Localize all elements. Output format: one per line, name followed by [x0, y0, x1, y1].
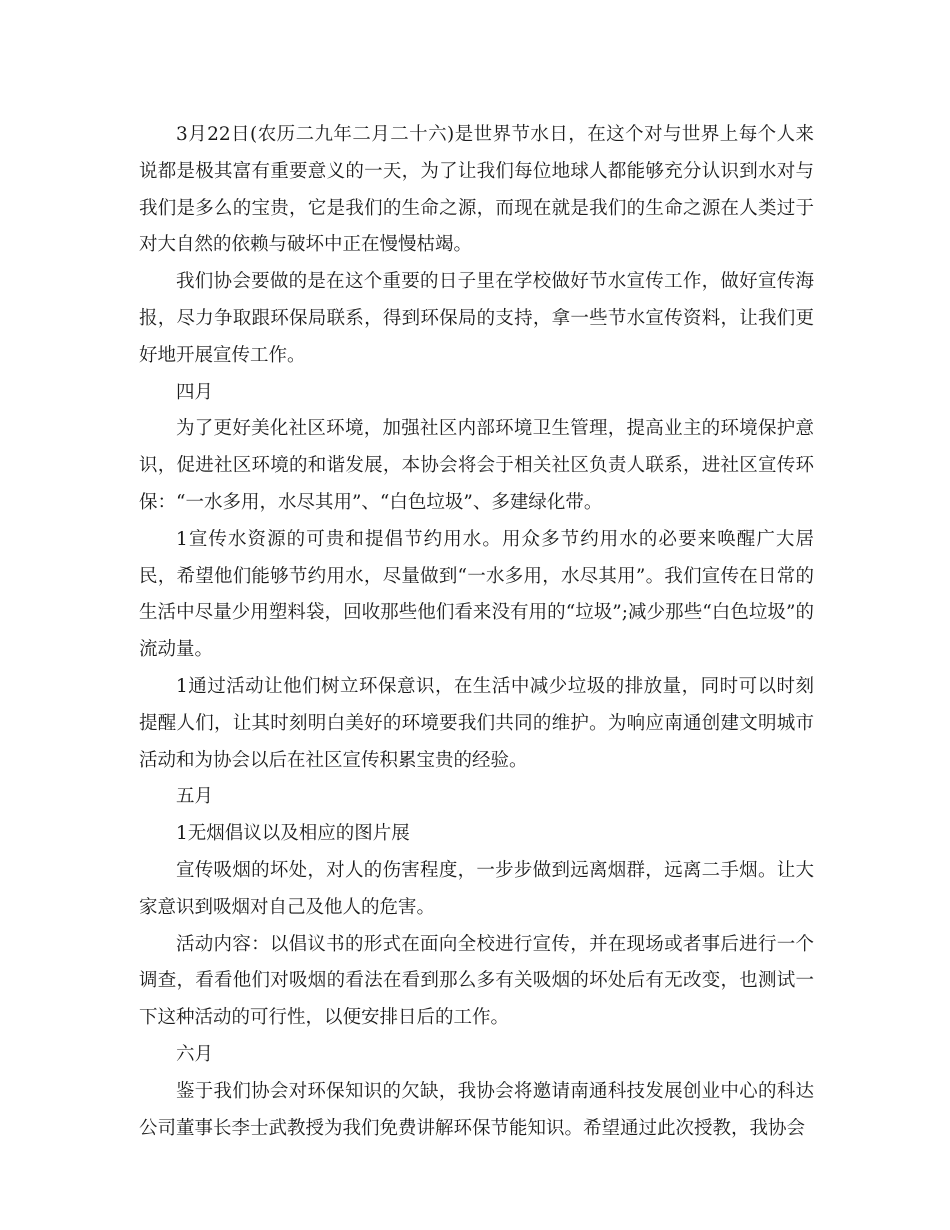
paragraph-smoking-harm: 宣传吸烟的坏处，对人的伤害程度，一步步做到远离烟群，远离二手烟。让大家意识到吸烟对自己及他人的危害。 [139, 859, 814, 918]
paragraph-lecture-invitation: 鉴于我们协会对环保知识的欠缺，我协会将邀请南通科技发展创业中心的科达公司董事长李士武教授为我们免费讲解环保节能知识。希望通过此次授教，我协会 [139, 1080, 814, 1139]
paragraph-water-saving: 1宣传水资源的可贵和提倡节约用水。用众多节约用水的必要来唤醒广大居民，希望他们能够节约用水，尽量做到“一水多用，水尽其用”。我们宣传在日常的生活中尽量少用塑料袋，回收那些他们看来没有用的“垃圾”;减少那些“白色垃圾”的流动量。 [139, 528, 814, 661]
paragraph-no-smoking-exhibit: 1无烟倡议以及相应的图片展 [176, 823, 410, 845]
heading-april: 四月 [176, 381, 214, 403]
paragraph-environmental-awareness: 1通过活动让他们树立环保意识，在生活中减少垃圾的排放量，同时可以时刻提醒人们，让其时刻明白美好的环境要我们共同的维护。为响应南通创建文明城市活动和为协会以后在社区宣传积累宝贵的经验。 [139, 675, 814, 771]
paragraph-water-day-intro: 3月22日(农历二九年二月二十六)是世界节水日，在这个对与世界上每个人来说都是极其富有重要意义的一天，为了让我们每位地球人都能够充分认识到水对与我们是多么的宝贵，它是我们的生命之源，而现在就是我们的生命之源在人类过于对大自然的依赖与破坏中正在慢慢枯竭。 [139, 124, 814, 256]
paragraph-activity-content: 活动内容：以倡议书的形式在面向全校进行宣传，并在现场或者事后进行一个调查，看看他们对吸烟的看法在看到那么多有关吸烟的坏处后有无改变，也测试一下这种活动的可行性，以便安排日后的工作。 [139, 933, 814, 1029]
heading-june: 六月 [176, 1043, 214, 1065]
heading-may: 五月 [176, 786, 214, 808]
paragraph-water-campaign: 我们协会要做的是在这个重要的日子里在学校做好节水宣传工作，做好宣传海报，尽力争取跟环保局联系，得到环保局的支持，拿一些节水宣传资料，让我们更好地开展宣传工作。 [139, 271, 814, 366]
document-body [139, 117, 814, 1147]
paragraph-community-environment: 为了更好美化社区环境，加强社区内部环境卫生管理，提高业主的环境保护意识，促进社区环境的和谐发展，本协会将会于相关社区负责人联系，进社区宣传环保：“一水多用，水尽其用”、“白色垃圾”、多建绿化带。 [139, 418, 814, 513]
